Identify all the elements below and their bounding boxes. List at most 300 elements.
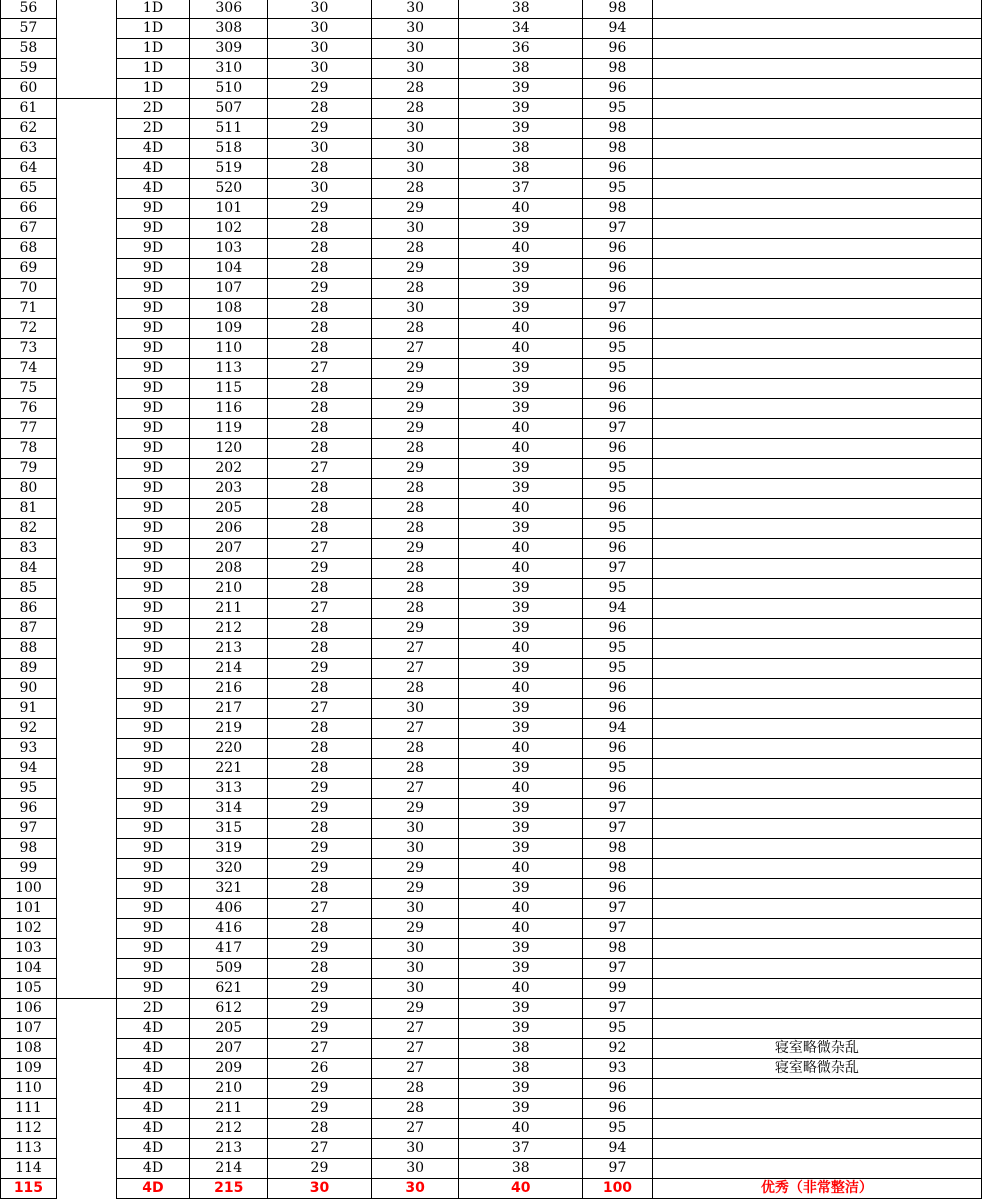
remark-cell[interactable] (652, 819, 981, 839)
score-2-cell[interactable]: 28 (371, 559, 459, 579)
score-1-cell[interactable]: 30 (268, 179, 372, 199)
row-number-cell[interactable]: 83 (1, 539, 57, 559)
group-cell[interactable] (56, 179, 116, 199)
building-cell[interactable]: 4D (116, 1039, 190, 1059)
remark-cell[interactable] (652, 659, 981, 679)
score-1-cell[interactable]: 28 (268, 919, 372, 939)
score-2-cell[interactable]: 27 (371, 1119, 459, 1139)
group-cell[interactable] (56, 0, 116, 19)
row-number-cell[interactable]: 79 (1, 459, 57, 479)
building-cell[interactable]: 1D (116, 19, 190, 39)
score-2-cell[interactable]: 29 (371, 919, 459, 939)
score-2-cell[interactable]: 29 (371, 199, 459, 219)
row-number-cell[interactable]: 85 (1, 579, 57, 599)
row-number-cell[interactable]: 98 (1, 839, 57, 859)
row-number-cell[interactable]: 69 (1, 259, 57, 279)
score-3-cell[interactable]: 39 (459, 119, 583, 139)
total-score-cell[interactable]: 95 (583, 639, 653, 659)
remark-cell[interactable] (652, 359, 981, 379)
remark-cell[interactable] (652, 59, 981, 79)
remark-cell[interactable] (652, 399, 981, 419)
remark-cell[interactable] (652, 119, 981, 139)
score-1-cell[interactable]: 30 (268, 1179, 372, 1199)
score-2-cell[interactable]: 28 (371, 319, 459, 339)
building-cell[interactable]: 1D (116, 79, 190, 99)
building-cell[interactable]: 2D (116, 99, 190, 119)
total-score-cell[interactable]: 95 (583, 339, 653, 359)
remark-cell[interactable] (652, 1019, 981, 1039)
room-number-cell[interactable]: 215 (190, 1179, 268, 1199)
building-cell[interactable]: 9D (116, 739, 190, 759)
row-number-cell[interactable]: 86 (1, 599, 57, 619)
building-cell[interactable]: 9D (116, 439, 190, 459)
total-score-cell[interactable]: 94 (583, 1139, 653, 1159)
score-2-cell[interactable]: 28 (371, 679, 459, 699)
score-1-cell[interactable]: 28 (268, 439, 372, 459)
room-number-cell[interactable]: 308 (190, 19, 268, 39)
remark-cell[interactable] (652, 979, 981, 999)
building-cell[interactable]: 4D (116, 179, 190, 199)
remark-cell[interactable] (652, 319, 981, 339)
score-1-cell[interactable]: 28 (268, 819, 372, 839)
group-cell[interactable] (56, 879, 116, 899)
building-cell[interactable]: 9D (116, 219, 190, 239)
score-2-cell[interactable]: 30 (371, 19, 459, 39)
remark-cell[interactable] (652, 239, 981, 259)
score-2-cell[interactable]: 28 (371, 739, 459, 759)
remark-cell[interactable] (652, 899, 981, 919)
building-cell[interactable]: 4D (116, 159, 190, 179)
row-number-cell[interactable]: 67 (1, 219, 57, 239)
group-cell[interactable] (56, 99, 116, 119)
total-score-cell[interactable]: 97 (583, 219, 653, 239)
room-number-cell[interactable]: 104 (190, 259, 268, 279)
total-score-cell[interactable]: 98 (583, 119, 653, 139)
total-score-cell[interactable]: 96 (583, 619, 653, 639)
total-score-cell[interactable]: 96 (583, 439, 653, 459)
score-3-cell[interactable]: 39 (459, 1079, 583, 1099)
score-1-cell[interactable]: 30 (268, 19, 372, 39)
room-number-cell[interactable]: 507 (190, 99, 268, 119)
building-cell[interactable]: 9D (116, 699, 190, 719)
total-score-cell[interactable]: 97 (583, 799, 653, 819)
room-number-cell[interactable]: 310 (190, 59, 268, 79)
score-3-cell[interactable]: 40 (459, 779, 583, 799)
remark-cell[interactable] (652, 439, 981, 459)
score-3-cell[interactable]: 40 (459, 499, 583, 519)
total-score-cell[interactable]: 94 (583, 19, 653, 39)
total-score-cell[interactable]: 93 (583, 1059, 653, 1079)
room-number-cell[interactable]: 212 (190, 1119, 268, 1139)
building-cell[interactable]: 9D (116, 559, 190, 579)
room-number-cell[interactable]: 220 (190, 739, 268, 759)
remark-cell[interactable] (652, 619, 981, 639)
row-number-cell[interactable]: 111 (1, 1099, 57, 1119)
score-1-cell[interactable]: 29 (268, 839, 372, 859)
group-cell[interactable] (56, 999, 116, 1019)
building-cell[interactable]: 9D (116, 499, 190, 519)
row-number-cell[interactable]: 82 (1, 519, 57, 539)
score-1-cell[interactable]: 28 (268, 499, 372, 519)
score-2-cell[interactable]: 30 (371, 979, 459, 999)
group-cell[interactable] (56, 259, 116, 279)
score-1-cell[interactable]: 28 (268, 319, 372, 339)
building-cell[interactable]: 9D (116, 379, 190, 399)
row-number-cell[interactable]: 81 (1, 499, 57, 519)
score-2-cell[interactable]: 28 (371, 499, 459, 519)
score-3-cell[interactable]: 37 (459, 179, 583, 199)
score-3-cell[interactable]: 39 (459, 219, 583, 239)
remark-cell[interactable] (652, 559, 981, 579)
score-2-cell[interactable]: 30 (371, 0, 459, 19)
room-number-cell[interactable]: 213 (190, 1139, 268, 1159)
building-cell[interactable]: 9D (116, 299, 190, 319)
score-2-cell[interactable]: 30 (371, 819, 459, 839)
row-number-cell[interactable]: 110 (1, 1079, 57, 1099)
score-2-cell[interactable]: 28 (371, 239, 459, 259)
total-score-cell[interactable]: 96 (583, 699, 653, 719)
remark-cell[interactable] (652, 719, 981, 739)
room-number-cell[interactable]: 207 (190, 539, 268, 559)
score-1-cell[interactable]: 29 (268, 79, 372, 99)
score-2-cell[interactable]: 30 (371, 59, 459, 79)
row-number-cell[interactable]: 109 (1, 1059, 57, 1079)
remark-cell[interactable] (652, 879, 981, 899)
group-cell[interactable] (56, 239, 116, 259)
group-cell[interactable] (56, 1079, 116, 1099)
row-number-cell[interactable]: 105 (1, 979, 57, 999)
score-2-cell[interactable]: 30 (371, 959, 459, 979)
row-number-cell[interactable]: 75 (1, 379, 57, 399)
row-number-cell[interactable]: 99 (1, 859, 57, 879)
group-cell[interactable] (56, 199, 116, 219)
total-score-cell[interactable]: 96 (583, 499, 653, 519)
group-cell[interactable] (56, 299, 116, 319)
row-number-cell[interactable]: 58 (1, 39, 57, 59)
building-cell[interactable]: 9D (116, 579, 190, 599)
score-1-cell[interactable]: 28 (268, 159, 372, 179)
score-1-cell[interactable]: 29 (268, 979, 372, 999)
building-cell[interactable]: 9D (116, 539, 190, 559)
score-3-cell[interactable]: 38 (459, 0, 583, 19)
score-2-cell[interactable]: 29 (371, 379, 459, 399)
score-3-cell[interactable]: 40 (459, 419, 583, 439)
room-number-cell[interactable]: 612 (190, 999, 268, 1019)
score-3-cell[interactable]: 40 (459, 739, 583, 759)
score-2-cell[interactable]: 27 (371, 1019, 459, 1039)
score-2-cell[interactable]: 29 (371, 399, 459, 419)
score-3-cell[interactable]: 40 (459, 199, 583, 219)
building-cell[interactable]: 9D (116, 779, 190, 799)
building-cell[interactable]: 4D (116, 1159, 190, 1179)
total-score-cell[interactable]: 97 (583, 559, 653, 579)
building-cell[interactable]: 4D (116, 1139, 190, 1159)
score-2-cell[interactable]: 28 (371, 759, 459, 779)
building-cell[interactable]: 1D (116, 59, 190, 79)
row-number-cell[interactable]: 66 (1, 199, 57, 219)
remark-cell[interactable] (652, 219, 981, 239)
score-1-cell[interactable]: 28 (268, 239, 372, 259)
row-number-cell[interactable]: 87 (1, 619, 57, 639)
total-score-cell[interactable]: 96 (583, 79, 653, 99)
group-cell[interactable] (56, 59, 116, 79)
room-number-cell[interactable]: 621 (190, 979, 268, 999)
score-2-cell[interactable]: 29 (371, 459, 459, 479)
score-1-cell[interactable]: 28 (268, 579, 372, 599)
group-cell[interactable] (56, 159, 116, 179)
score-3-cell[interactable]: 38 (459, 139, 583, 159)
group-cell[interactable] (56, 519, 116, 539)
room-number-cell[interactable]: 315 (190, 819, 268, 839)
room-number-cell[interactable]: 205 (190, 499, 268, 519)
remark-cell[interactable] (652, 959, 981, 979)
group-cell[interactable] (56, 679, 116, 699)
score-2-cell[interactable]: 30 (371, 159, 459, 179)
row-number-cell[interactable]: 59 (1, 59, 57, 79)
score-1-cell[interactable]: 28 (268, 1119, 372, 1139)
group-cell[interactable] (56, 779, 116, 799)
row-number-cell[interactable]: 71 (1, 299, 57, 319)
building-cell[interactable]: 9D (116, 239, 190, 259)
group-cell[interactable] (56, 319, 116, 339)
remark-cell[interactable]: 寝室略微杂乱 (652, 1039, 981, 1059)
group-cell[interactable] (56, 959, 116, 979)
score-2-cell[interactable]: 29 (371, 879, 459, 899)
group-cell[interactable] (56, 1179, 116, 1199)
remark-cell[interactable] (652, 259, 981, 279)
group-cell[interactable] (56, 79, 116, 99)
score-3-cell[interactable]: 40 (459, 439, 583, 459)
score-1-cell[interactable]: 30 (268, 0, 372, 19)
total-score-cell[interactable]: 94 (583, 599, 653, 619)
room-number-cell[interactable]: 214 (190, 659, 268, 679)
score-3-cell[interactable]: 39 (459, 299, 583, 319)
room-number-cell[interactable]: 320 (190, 859, 268, 879)
room-number-cell[interactable]: 416 (190, 919, 268, 939)
total-score-cell[interactable]: 98 (583, 199, 653, 219)
score-1-cell[interactable]: 28 (268, 99, 372, 119)
room-number-cell[interactable]: 113 (190, 359, 268, 379)
room-number-cell[interactable]: 120 (190, 439, 268, 459)
group-cell[interactable] (56, 1139, 116, 1159)
building-cell[interactable]: 9D (116, 259, 190, 279)
remark-cell[interactable] (652, 339, 981, 359)
remark-cell[interactable] (652, 1139, 981, 1159)
group-cell[interactable] (56, 579, 116, 599)
score-2-cell[interactable]: 29 (371, 799, 459, 819)
row-number-cell[interactable]: 115 (1, 1179, 57, 1199)
row-number-cell[interactable]: 62 (1, 119, 57, 139)
group-cell[interactable] (56, 899, 116, 919)
score-3-cell[interactable]: 36 (459, 39, 583, 59)
score-1-cell[interactable]: 27 (268, 459, 372, 479)
group-cell[interactable] (56, 479, 116, 499)
remark-cell[interactable] (652, 699, 981, 719)
building-cell[interactable]: 9D (116, 339, 190, 359)
remark-cell[interactable] (652, 19, 981, 39)
building-cell[interactable]: 4D (116, 1099, 190, 1119)
row-number-cell[interactable]: 84 (1, 559, 57, 579)
remark-cell[interactable] (652, 299, 981, 319)
building-cell[interactable]: 2D (116, 119, 190, 139)
score-3-cell[interactable]: 39 (459, 959, 583, 979)
score-3-cell[interactable]: 39 (459, 619, 583, 639)
building-cell[interactable]: 4D (116, 1079, 190, 1099)
row-number-cell[interactable]: 93 (1, 739, 57, 759)
group-cell[interactable] (56, 559, 116, 579)
remark-cell[interactable] (652, 919, 981, 939)
room-number-cell[interactable]: 211 (190, 1099, 268, 1119)
group-cell[interactable] (56, 1099, 116, 1119)
score-1-cell[interactable]: 30 (268, 59, 372, 79)
room-number-cell[interactable]: 206 (190, 519, 268, 539)
building-cell[interactable]: 9D (116, 659, 190, 679)
score-1-cell[interactable]: 29 (268, 1019, 372, 1039)
score-1-cell[interactable]: 28 (268, 879, 372, 899)
remark-cell[interactable] (652, 459, 981, 479)
score-3-cell[interactable]: 39 (459, 759, 583, 779)
building-cell[interactable]: 4D (116, 1119, 190, 1139)
score-1-cell[interactable]: 29 (268, 279, 372, 299)
building-cell[interactable]: 9D (116, 979, 190, 999)
score-1-cell[interactable]: 27 (268, 899, 372, 919)
building-cell[interactable]: 9D (116, 459, 190, 479)
group-cell[interactable] (56, 619, 116, 639)
score-2-cell[interactable]: 30 (371, 139, 459, 159)
total-score-cell[interactable]: 95 (583, 659, 653, 679)
room-number-cell[interactable]: 108 (190, 299, 268, 319)
score-1-cell[interactable]: 28 (268, 419, 372, 439)
row-number-cell[interactable]: 70 (1, 279, 57, 299)
score-1-cell[interactable]: 28 (268, 299, 372, 319)
score-3-cell[interactable]: 39 (459, 359, 583, 379)
total-score-cell[interactable]: 100 (583, 1179, 653, 1199)
score-2-cell[interactable]: 28 (371, 1079, 459, 1099)
group-cell[interactable] (56, 539, 116, 559)
score-1-cell[interactable]: 29 (268, 119, 372, 139)
row-number-cell[interactable]: 88 (1, 639, 57, 659)
remark-cell[interactable] (652, 1079, 981, 1099)
building-cell[interactable]: 1D (116, 39, 190, 59)
building-cell[interactable]: 9D (116, 939, 190, 959)
room-number-cell[interactable]: 107 (190, 279, 268, 299)
score-2-cell[interactable]: 29 (371, 419, 459, 439)
score-2-cell[interactable]: 28 (371, 439, 459, 459)
room-number-cell[interactable]: 213 (190, 639, 268, 659)
total-score-cell[interactable]: 94 (583, 719, 653, 739)
building-cell[interactable]: 4D (116, 139, 190, 159)
remark-cell[interactable] (652, 539, 981, 559)
remark-cell[interactable] (652, 139, 981, 159)
score-2-cell[interactable]: 27 (371, 1059, 459, 1079)
total-score-cell[interactable]: 96 (583, 779, 653, 799)
score-2-cell[interactable]: 27 (371, 639, 459, 659)
score-3-cell[interactable]: 40 (459, 1179, 583, 1199)
remark-cell[interactable]: 优秀（非常整洁） (652, 1179, 981, 1199)
score-2-cell[interactable]: 30 (371, 39, 459, 59)
group-cell[interactable] (56, 1159, 116, 1179)
remark-cell[interactable] (652, 1119, 981, 1139)
building-cell[interactable]: 9D (116, 599, 190, 619)
total-score-cell[interactable]: 96 (583, 399, 653, 419)
score-1-cell[interactable]: 29 (268, 999, 372, 1019)
total-score-cell[interactable]: 95 (583, 759, 653, 779)
group-cell[interactable] (56, 599, 116, 619)
score-2-cell[interactable]: 27 (371, 779, 459, 799)
remark-cell[interactable] (652, 1159, 981, 1179)
row-number-cell[interactable]: 91 (1, 699, 57, 719)
score-2-cell[interactable]: 29 (371, 359, 459, 379)
score-3-cell[interactable]: 38 (459, 1039, 583, 1059)
remark-cell[interactable] (652, 479, 981, 499)
room-number-cell[interactable]: 321 (190, 879, 268, 899)
total-score-cell[interactable]: 95 (583, 579, 653, 599)
building-cell[interactable]: 9D (116, 639, 190, 659)
remark-cell[interactable] (652, 179, 981, 199)
score-1-cell[interactable]: 29 (268, 799, 372, 819)
remark-cell[interactable] (652, 739, 981, 759)
group-cell[interactable] (56, 639, 116, 659)
remark-cell[interactable] (652, 639, 981, 659)
score-3-cell[interactable]: 39 (459, 879, 583, 899)
total-score-cell[interactable]: 97 (583, 999, 653, 1019)
room-number-cell[interactable]: 102 (190, 219, 268, 239)
score-2-cell[interactable]: 29 (371, 539, 459, 559)
row-number-cell[interactable]: 73 (1, 339, 57, 359)
row-number-cell[interactable]: 94 (1, 759, 57, 779)
remark-cell[interactable] (652, 999, 981, 1019)
row-number-cell[interactable]: 74 (1, 359, 57, 379)
building-cell[interactable]: 9D (116, 759, 190, 779)
score-2-cell[interactable]: 27 (371, 719, 459, 739)
score-3-cell[interactable]: 39 (459, 259, 583, 279)
score-3-cell[interactable]: 40 (459, 1119, 583, 1139)
score-2-cell[interactable]: 27 (371, 1039, 459, 1059)
score-3-cell[interactable]: 39 (459, 279, 583, 299)
score-2-cell[interactable]: 29 (371, 259, 459, 279)
room-number-cell[interactable]: 314 (190, 799, 268, 819)
score-1-cell[interactable]: 29 (268, 1099, 372, 1119)
score-1-cell[interactable]: 28 (268, 479, 372, 499)
score-3-cell[interactable]: 39 (459, 599, 583, 619)
remark-cell[interactable] (652, 0, 981, 19)
score-1-cell[interactable]: 28 (268, 399, 372, 419)
remark-cell[interactable]: 寝室略微杂乱 (652, 1059, 981, 1079)
score-1-cell[interactable]: 28 (268, 639, 372, 659)
total-score-cell[interactable]: 96 (583, 679, 653, 699)
row-number-cell[interactable]: 97 (1, 819, 57, 839)
group-cell[interactable] (56, 459, 116, 479)
total-score-cell[interactable]: 99 (583, 979, 653, 999)
total-score-cell[interactable]: 95 (583, 1019, 653, 1039)
score-2-cell[interactable]: 29 (371, 859, 459, 879)
group-cell[interactable] (56, 659, 116, 679)
room-number-cell[interactable]: 210 (190, 579, 268, 599)
building-cell[interactable]: 9D (116, 419, 190, 439)
room-number-cell[interactable]: 207 (190, 1039, 268, 1059)
room-number-cell[interactable]: 519 (190, 159, 268, 179)
group-cell[interactable] (56, 939, 116, 959)
total-score-cell[interactable]: 96 (583, 239, 653, 259)
score-3-cell[interactable]: 39 (459, 79, 583, 99)
group-cell[interactable] (56, 439, 116, 459)
room-number-cell[interactable]: 116 (190, 399, 268, 419)
total-score-cell[interactable]: 95 (583, 519, 653, 539)
score-3-cell[interactable]: 40 (459, 639, 583, 659)
score-1-cell[interactable]: 28 (268, 739, 372, 759)
group-cell[interactable] (56, 1119, 116, 1139)
score-2-cell[interactable]: 28 (371, 179, 459, 199)
